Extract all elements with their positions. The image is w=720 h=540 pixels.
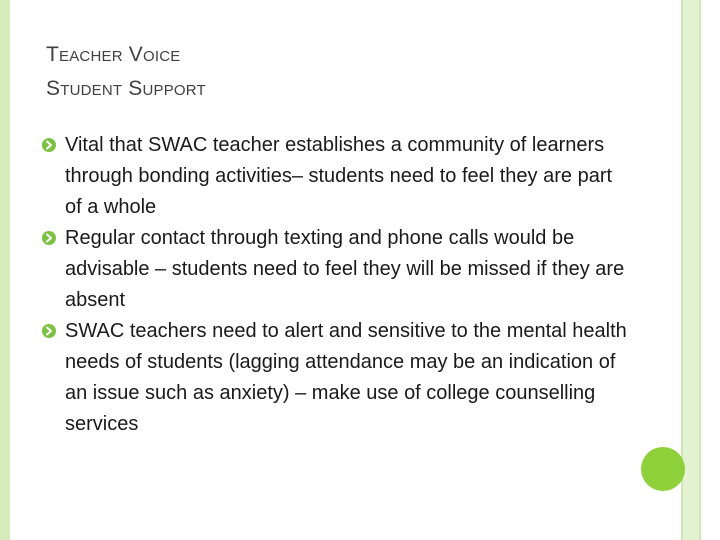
right-frame-band	[681, 0, 701, 540]
arrow-circle-right-icon	[42, 324, 56, 338]
bullet-item	[42, 130, 632, 223]
bullet-text: SWAC teachers need to alert and sensitive to the mental health needs of students (lagging attendance may be an indication of an issue such as anxiety) – make use of college counselling services	[65, 320, 627, 435]
decorative-green-circle	[641, 447, 685, 491]
left-frame-band	[0, 0, 10, 540]
bullet-item	[42, 223, 632, 316]
slide-title	[46, 38, 646, 106]
bullet-item	[42, 316, 632, 440]
bullet-text: Regular contact through texting and phone calls would be advisable – students need to feel they will be missed if they are absent	[65, 227, 625, 311]
arrow-circle-right-icon	[42, 138, 56, 152]
bullet-text: Vital that SWAC teacher establishes a community of learners through bonding activities– students need to feel they are part of a whole	[65, 134, 613, 218]
arrow-circle-right-icon	[42, 231, 56, 245]
title-line-2: Student Support	[46, 77, 206, 100]
title-line-1: Teacher Voice	[46, 43, 181, 66]
bullet-list	[42, 130, 632, 440]
